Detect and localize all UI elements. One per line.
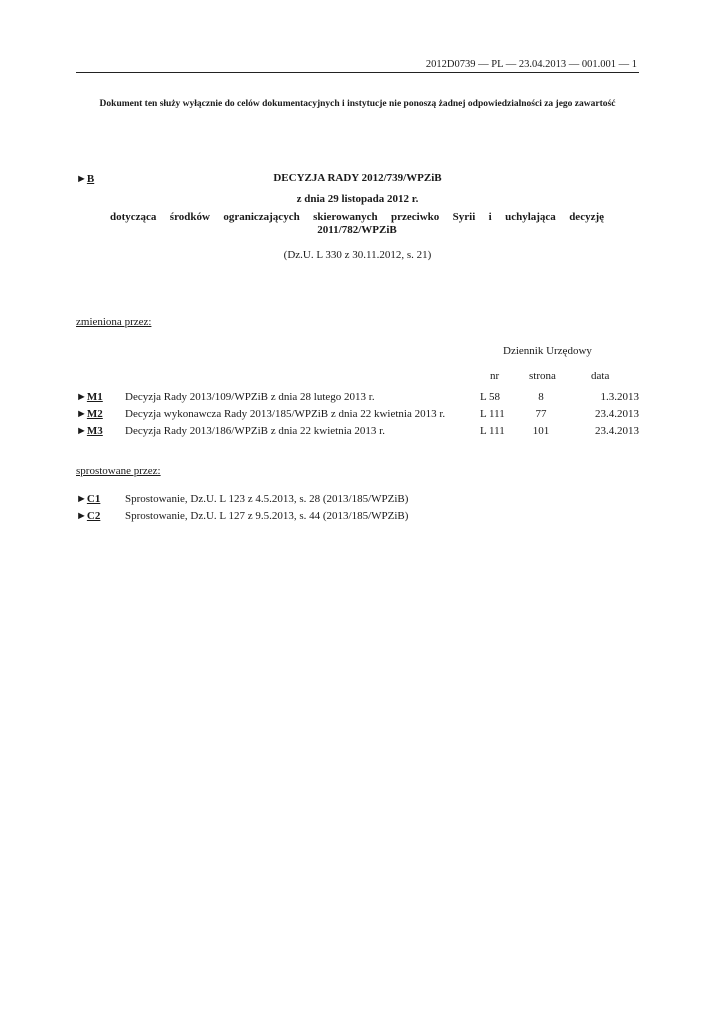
marker-arrow-icon: ►	[76, 493, 87, 505]
amendment-journal-nr: L 111	[480, 425, 505, 437]
document-header-ref: 2012D0739 — PL — 23.04.2013 — 001.001 — 1	[425, 59, 637, 70]
amendment-marker[interactable]: ►M2	[76, 408, 103, 420]
disclaimer-text: Dokument ten służy wyłącznie do celów dokumentacyjnych i instytucje nie ponoszą żadnej odpowiedzialności za jego zawartość	[99, 99, 616, 109]
amendment-description: Decyzja Rady 2013/186/WPZiB z dnia 22 kwietnia 2013 r.	[125, 425, 385, 437]
amendment-row-m2	[76, 408, 639, 424]
amendment-journal-nr: L 111	[480, 408, 505, 420]
correction-marker[interactable]: ►C2	[76, 510, 101, 522]
marker-arrow-icon: ►	[76, 425, 87, 437]
amendment-marker[interactable]: ►M1	[76, 391, 103, 403]
corrected-by-label: sprostowane przez:	[76, 465, 161, 477]
column-page-header: strona	[529, 370, 556, 382]
amendment-row-m1	[76, 391, 639, 407]
correction-description: Sprostowanie, Dz.U. L 123 z 4.5.2013, s. 28 (2013/185/WPZiB)	[125, 493, 409, 505]
amendment-row-m3	[76, 425, 639, 441]
amendment-description: Decyzja Rady 2013/109/WPZiB z dnia 28 lutego 2013 r.	[125, 391, 375, 403]
journal-column-header: Dziennik Urzędowy	[503, 345, 592, 357]
amendment-marker[interactable]: ►M3	[76, 425, 103, 437]
base-marker-label[interactable]: B	[86, 173, 95, 185]
amendment-journal-nr: L 58	[480, 391, 501, 403]
marker-arrow-icon: ►	[76, 391, 87, 403]
column-date-header: data	[591, 370, 610, 382]
amendment-journal-date: 1.3.2013	[600, 391, 639, 403]
amendment-journal-date: 23.4.2013	[595, 408, 639, 420]
decision-subject: dotycząca środków ograniczających skierowanych przeciwko Syrii i uchylająca decyzję 2011/782/WPZiB	[110, 211, 604, 236]
correction-marker[interactable]: ►C1	[76, 493, 101, 505]
amendment-description: Decyzja wykonawcza Rady 2013/185/WPZiB z dnia 22 kwietnia 2013 r.	[125, 408, 446, 420]
amendment-journal-page: 77	[535, 408, 547, 420]
header-divider	[76, 72, 639, 73]
amendment-journal-page: 101	[532, 425, 550, 437]
marker-arrow-icon: ►	[76, 408, 87, 420]
amended-by-label: zmieniona przez:	[76, 316, 152, 328]
amendment-journal-page: 8	[538, 391, 544, 403]
journal-reference: (Dz.U. L 330 z 30.11.2012, s. 21)	[283, 249, 432, 261]
decision-date: z dnia 29 listopada 2012 r.	[296, 193, 419, 205]
correction-row-c1	[76, 493, 639, 509]
marker-arrow-icon: ►	[76, 510, 87, 522]
amendment-journal-date: 23.4.2013	[595, 425, 639, 437]
correction-description: Sprostowanie, Dz.U. L 127 z 9.5.2013, s. 44 (2013/185/WPZiB)	[125, 510, 409, 522]
decision-title: DECYZJA RADY 2012/739/WPZiB	[273, 172, 442, 184]
correction-row-c2	[76, 510, 639, 526]
column-nr-header: nr	[490, 370, 500, 382]
marker-arrow-icon: ►	[76, 173, 87, 185]
